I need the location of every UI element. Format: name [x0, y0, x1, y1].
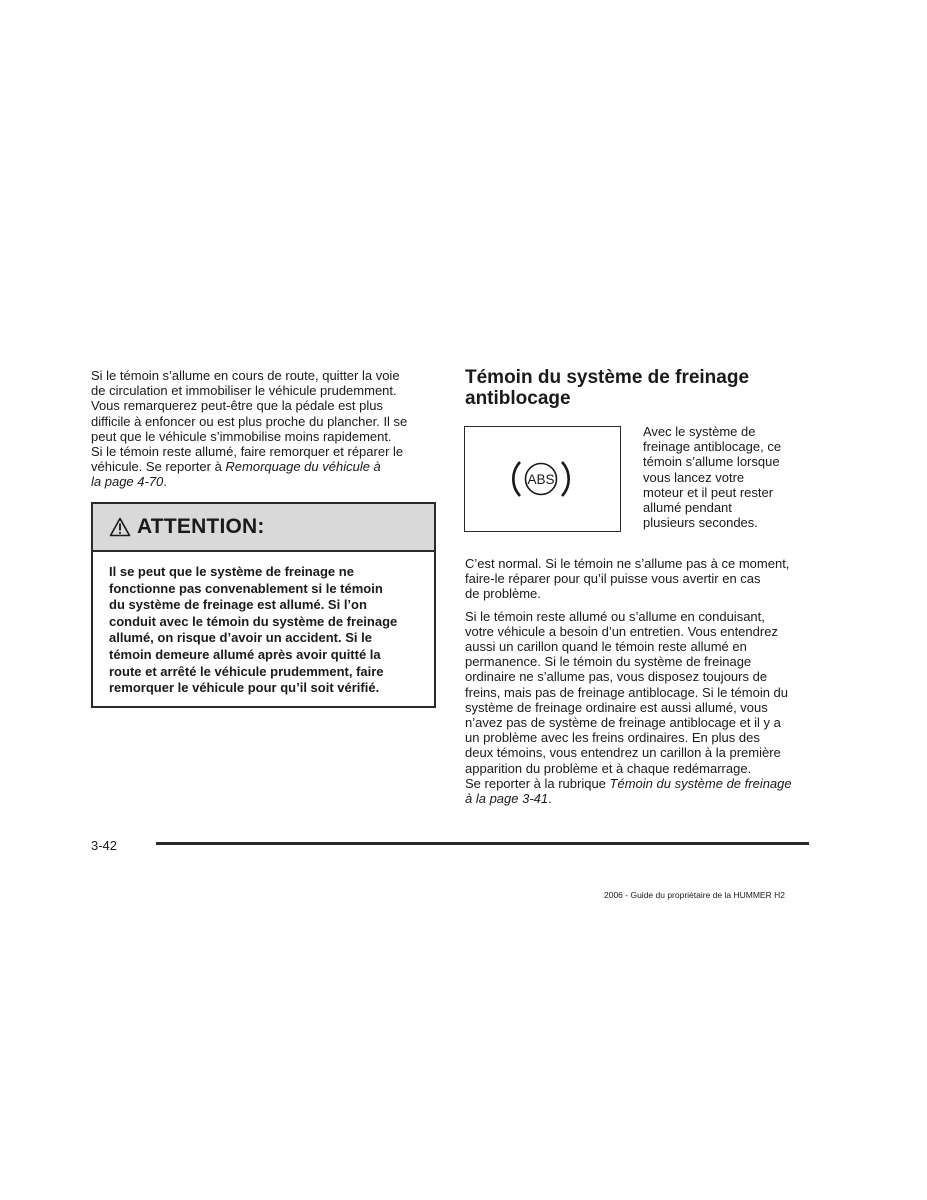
abs-figure — [464, 426, 621, 532]
attention-body: Il se peut que le système de freinage ne fonctionne pas convenablement si le témoin du système de freinage est allumé. Si l’on conduit avec le témoin du système de freinage allumé, on risque d’avoir un accident. Si le témoin demeure allumé après avoir quitté la route et arrêté le véhicule prudemment, faire remorquer le véhicule pour qu’il soit vérifié. — [109, 564, 398, 696]
brake-warning-page-reference-cont[interactable]: à la page 3-41 — [465, 791, 549, 807]
attention-title: ATTENTION: — [137, 515, 265, 538]
page-number: 3-42 — [91, 838, 118, 853]
towing-page-reference[interactable]: Remorquage du véhicule à — [225, 459, 381, 475]
attention-box — [91, 502, 436, 708]
left-column — [91, 368, 436, 490]
towing-page-reference-cont[interactable]: la page 4-70 — [91, 474, 164, 490]
right-paragraph-2: Si le témoin reste allumé ou s’allume en conduisant, votre véhicule a besoin d’un entretien. Vous entendrez aussi un carillon quand le témoin reste allumé en permanence. Si le témoin du système de freinage ordinaire ne s’allume pas, vous disposez toujours de freins, mais pas de freinage antiblocage. Si le témoin du système de freinage ordinaire est aussi allumé, vous n’avez pas de système de freinage antiblocage et il y a un problème avec les freins ordinaires. En plus des deux témoins, vous entendrez un carillon à la première apparition du problème et à chaque redémarrage. Se reporter à la rubrique Témoin du système de freinage à la page 3-41. — [465, 608, 792, 807]
abs-label: ABS — [527, 472, 555, 487]
right-column — [465, 556, 815, 806]
attention-header — [93, 504, 434, 552]
page-divider — [156, 842, 809, 845]
abs-warning-icon — [509, 454, 573, 504]
footer-doc-title: 2006 - Guide du propriétaire de la HUMMER H2 — [604, 890, 785, 900]
left-paragraph: Si le témoin s’allume en cours de route, quitter la voie de circulation et immobiliser le véhicule prudemment. Vous remarquerez peut-être que la pédale est plus difficile à enfoncer ou est plus proche du plancher. Il se peut que le véhicule s’immobilise moins rapidement. Si le témoin reste allumé, faire remorquer et réparer le véhicule. Se reporter à Remorquage du véhicule à la page 4-70. — [91, 368, 408, 490]
abs-caption: Avec le système de freinage antiblocage, ce témoin s’allume lorsque vous lancez votre moteur et il peut rester allumé pendant plusieurs secondes. — [643, 424, 782, 531]
warning-triangle-icon — [109, 517, 131, 537]
right-paragraph-1: C’est normal. Si le témoin ne s’allume pas à ce moment, faire-le réparer pour qu’il puisse vous avertir en cas de problème. — [465, 556, 790, 602]
section-heading: Témoin du système de freinage antiblocage — [465, 367, 750, 409]
brake-warning-page-reference[interactable]: Témoin du système de freinage — [609, 775, 792, 791]
